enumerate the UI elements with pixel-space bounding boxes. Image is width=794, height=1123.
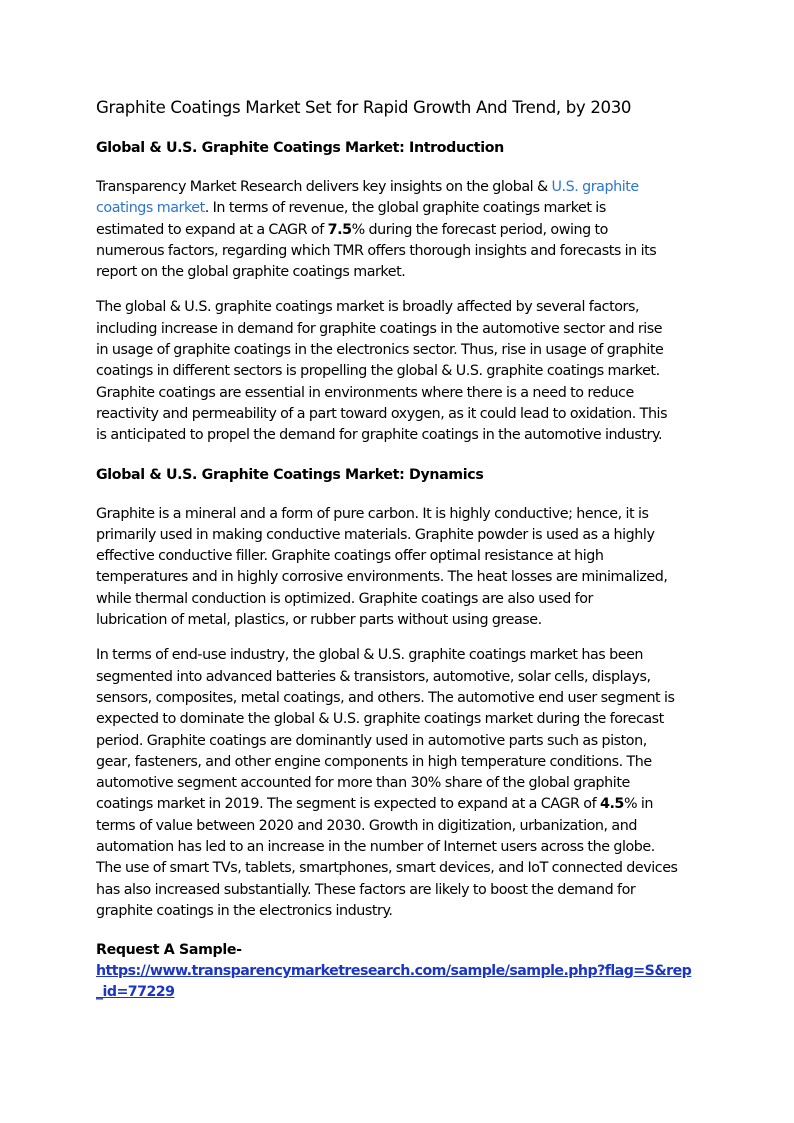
request-sample-label: Request A Sample- — [96, 942, 242, 959]
section-heading-dynamics: Global & U.S. Graphite Coatings Market: Dynamics — [96, 466, 484, 483]
request-sample-link-continued[interactable]: _id=77229 — [96, 984, 175, 1001]
text-line: Graphite coatings are essential in environments where there is a need to reduce — [96, 384, 634, 401]
text-run: % in — [623, 796, 654, 813]
intro-paragraph-2 — [96, 297, 700, 446]
text-line: segmented into advanced batteries & transistors, automotive, solar cells, displays, — [96, 668, 651, 685]
text-line: effective conductive filler. Graphite coatings offer optimal resistance at high — [96, 548, 604, 565]
text-line — [96, 794, 700, 815]
text-line: terms of value between 2020 and 2030. Growth in digitization, urbanization, and — [96, 817, 637, 834]
text-run: % during the forecast period, owing to — [351, 221, 608, 238]
text-line: while thermal conduction is optimized. Graphite coatings are also used for — [96, 590, 593, 607]
text-line: lubrication of metal, plastics, or rubber parts without using grease. — [96, 612, 542, 629]
text-line: The use of smart TVs, tablets, smartphones, smart devices, and IoT connected devices — [96, 860, 678, 877]
text-line: has also increased substantially. These factors are likely to boost the demand for — [96, 881, 636, 898]
text-line: The global & U.S. graphite coatings market is broadly affected by several factors, — [96, 299, 640, 316]
us-graphite-coatings-market-link[interactable]: U.S. graphite — [551, 179, 639, 195]
text-run: Transparency Market Research delivers key insights on the global & — [96, 179, 552, 195]
text-line — [96, 220, 700, 241]
text-line: is anticipated to propel the demand for graphite coatings in the automotive industry. — [96, 427, 663, 444]
text-line: gear, fasteners, and other engine components in high temperature conditions. The — [96, 753, 652, 770]
text-run: estimated to expand at a CAGR of — [96, 221, 328, 238]
text-line: automation has led to an increase in the number of Internet users across the globe. — [96, 839, 655, 856]
section-introduction — [96, 138, 700, 447]
text-line: expected to dominate the global & U.S. graphite coatings market during the forecast — [96, 711, 664, 728]
text-run: . In terms of revenue, the global graphite coatings market is — [204, 200, 606, 217]
text-line: automotive segment accounted for more than 30% share of the global graphite — [96, 775, 630, 792]
text-line: in usage of graphite coatings in the electronics sector. Thus, rise in usage of graphite — [96, 342, 664, 359]
text-line: sensors, composites, metal coatings, and others. The automotive end user segment is — [96, 689, 675, 706]
text-line: In terms of end-use industry, the global & U.S. graphite coatings market has been — [96, 647, 644, 664]
text-line: reactivity and permeability of a part toward oxygen, as it could lead to oxidation. This — [96, 405, 668, 422]
request-sample-link[interactable]: https://www.transparencymarketresearch.com/sample/sample.php?flag=S&rep — [96, 963, 692, 980]
segment-cagr-value: 4.5 — [599, 796, 624, 813]
text-line: primarily used in making conductive materials. Graphite powder is used as a highly — [96, 526, 655, 543]
text-line — [96, 177, 700, 198]
text-line: period. Graphite coatings are dominantly used in automotive parts such as piston, — [96, 732, 647, 749]
text-line: coatings in different sectors is propelling the global & U.S. graphite coatings market. — [96, 363, 660, 380]
text-line: including increase in demand for graphite coatings in the automotive sector and rise — [96, 320, 663, 337]
text-line: graphite coatings in the electronics industry. — [96, 902, 393, 919]
text-run: coatings market in 2019. The segment is expected to expand at a CAGR of — [96, 796, 600, 813]
document-page — [96, 96, 700, 1003]
text-line: report on the global graphite coatings market. — [96, 264, 406, 281]
section-heading-introduction: Global & U.S. Graphite Coatings Market: Introduction — [96, 140, 504, 156]
text-line — [96, 198, 700, 219]
cagr-value: 7.5 — [327, 221, 352, 238]
text-line: numerous factors, regarding which TMR offers thorough insights and forecasts in its — [96, 242, 657, 259]
text-line: temperatures and in highly corrosive environments. The heat losses are minimalized, — [96, 569, 668, 586]
intro-paragraph-1 — [96, 177, 700, 283]
text-line: Graphite is a mineral and a form of pure carbon. It is highly conductive; hence, it is — [96, 505, 649, 522]
dynamics-paragraph-2 — [96, 645, 700, 922]
section-dynamics — [96, 465, 700, 923]
request-sample-block — [96, 940, 700, 1003]
dynamics-paragraph-1 — [96, 504, 700, 632]
document-title: Graphite Coatings Market Set for Rapid Growth And Trend, by 2030 — [96, 98, 632, 117]
us-graphite-coatings-market-link-continued[interactable]: coatings market — [96, 200, 205, 217]
